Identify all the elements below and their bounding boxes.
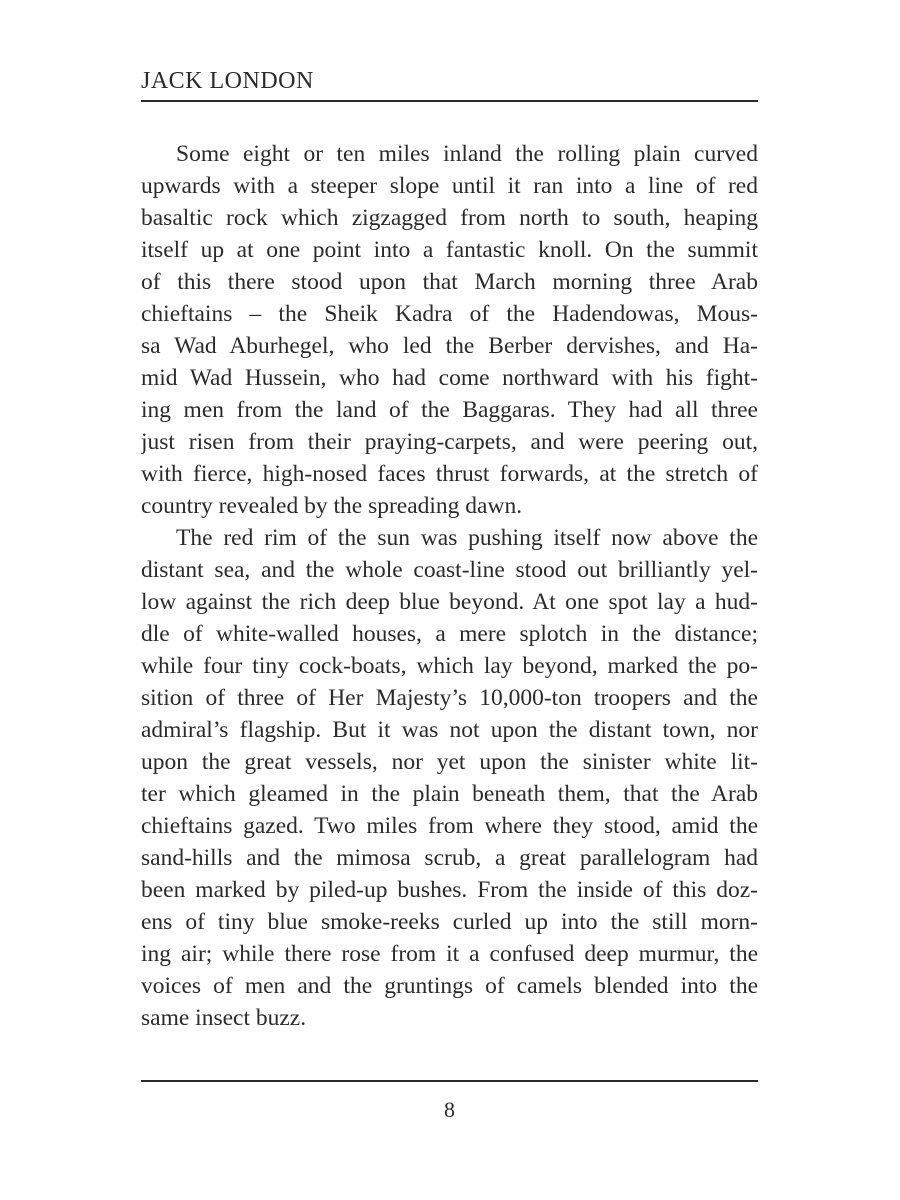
- header-rule: [141, 100, 758, 102]
- paragraph-1-line: sa Wad Aburhegel, who led the Berber dervishes, and Ha-: [141, 333, 758, 359]
- paragraph-1-line: of this there stood upon that March morning three Arab: [141, 269, 758, 295]
- paragraph-2-line: admiral’s flagship. But it was not upon the distant town, nor: [141, 717, 758, 743]
- paragraph-1-line: Some eight or ten miles inland the rolling plain curved: [176, 141, 758, 167]
- paragraph-2-line: distant sea, and the whole coast-line stood out brilliantly yel-: [141, 557, 758, 583]
- body-text: [141, 138, 758, 1034]
- paragraph-2-line: dle of white-walled houses, a mere splotch in the distance;: [141, 621, 758, 647]
- paragraph-2-line: ens of tiny blue smoke-reeks curled up into the still morn-: [141, 909, 758, 935]
- paragraph-2-line: ter which gleamed in the plain beneath them, that the Arab: [141, 781, 758, 807]
- paragraph-1-line: with fierce, high-nosed faces thrust forwards, at the stretch of: [141, 461, 758, 487]
- paragraph-2-line: chieftains gazed. Two miles from where they stood, amid the: [141, 813, 758, 839]
- paragraph-2-line: same insect buzz.: [141, 1005, 307, 1031]
- paragraph-2-line: while four tiny cock-boats, which lay beyond, marked the po-: [141, 653, 758, 679]
- paragraph-2-line: low against the rich deep blue beyond. At one spot lay a hud-: [141, 589, 758, 615]
- paragraph-1-line: itself up at one point into a fantastic knoll. On the summit: [141, 237, 758, 263]
- paragraph-2-line: sition of three of Her Majesty’s 10,000-ton troopers and the: [141, 685, 758, 711]
- paragraph-2-line: upon the great vessels, nor yet upon the sinister white lit-: [141, 749, 758, 775]
- paragraph-2-line: ing air; while there rose from it a confused deep murmur, the: [141, 941, 758, 967]
- paragraph-1-line: basaltic rock which zigzagged from north to south, heaping: [141, 205, 758, 231]
- paragraph-1-line: chieftains – the Sheik Kadra of the Hadendowas, Mous-: [141, 301, 758, 327]
- paragraph-1-line: country revealed by the spreading dawn.: [141, 493, 523, 519]
- paragraph-2-line: been marked by piled-up bushes. From the inside of this doz-: [141, 877, 758, 903]
- paragraph-1-line: just risen from their praying-carpets, and were peering out,: [141, 429, 758, 455]
- page-number: 8: [444, 1097, 455, 1122]
- footer-rule: [141, 1080, 758, 1082]
- paragraph-2-line: voices of men and the gruntings of camels blended into the: [141, 973, 758, 999]
- paragraph-1-line: ing men from the land of the Baggaras. They had all three: [141, 397, 758, 423]
- paragraph-1-line: mid Wad Hussein, who had come northward with his fight-: [141, 365, 758, 391]
- paragraph-1-line: upwards with a steeper slope until it ran into a line of red: [141, 173, 758, 199]
- paragraph-2-line: sand-hills and the mimosa scrub, a great parallelogram had: [141, 845, 758, 871]
- running-header-author: JACK LONDON: [141, 68, 314, 94]
- paragraph-2-line: The red rim of the sun was pushing itself now above the: [176, 525, 758, 551]
